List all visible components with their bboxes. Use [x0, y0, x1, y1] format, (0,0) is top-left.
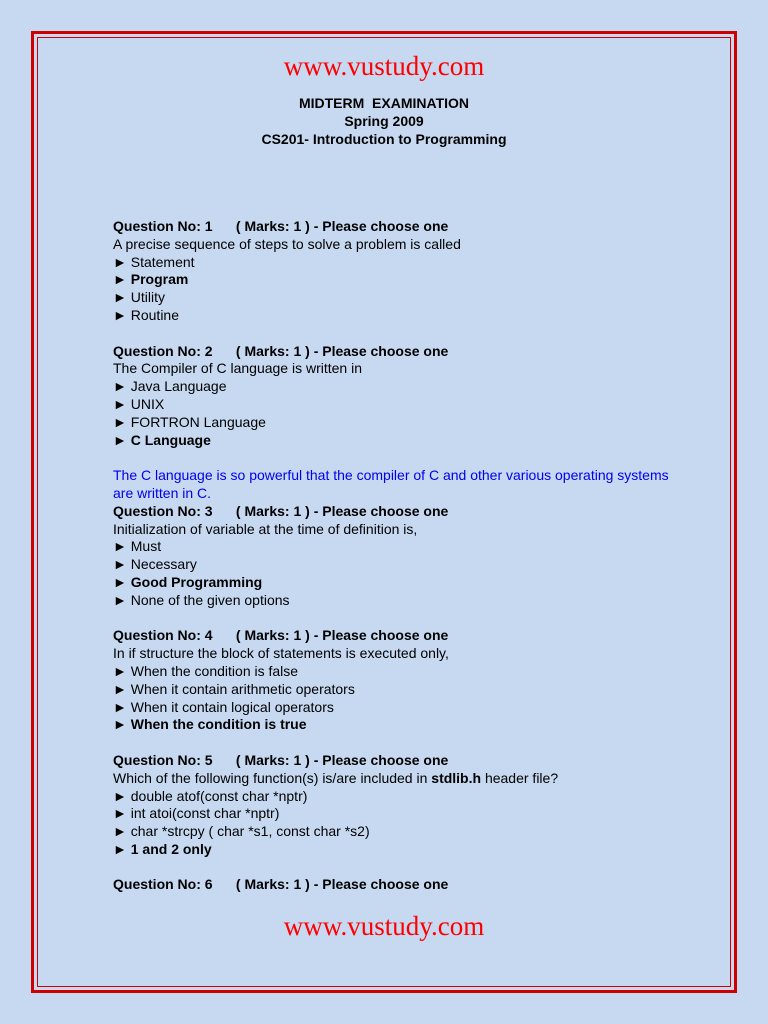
question-text: The Compiler of C language is written in	[113, 360, 363, 377]
option: ► Java Language	[113, 378, 227, 395]
question-list	[113, 218, 673, 894]
option: ► When it contain arithmetic operators	[113, 680, 355, 697]
question-header: Question No: 6 ( Marks: 1 ) - Please choose one	[113, 876, 449, 893]
option: ► Routine	[113, 306, 180, 323]
question-text: Initialization of variable at the time of definition is,	[113, 520, 418, 537]
option-answer: ► Program	[113, 271, 189, 288]
option-answer: ► Good Programming	[113, 573, 263, 590]
option: ► When it contain logical operators	[113, 698, 334, 715]
exam-heading	[0, 94, 768, 148]
option: ► Utility	[113, 289, 165, 306]
option-answer: ► 1 and 2 only	[113, 840, 212, 857]
question-header: Question No: 3 ( Marks: 1 ) - Please choose one	[113, 502, 449, 519]
option: ► Statement	[113, 253, 195, 270]
question-2	[113, 343, 673, 450]
question-text	[113, 770, 673, 788]
site-watermark-top: www.vustudy.com	[283, 51, 485, 81]
site-watermark-bottom: www.vustudy.com	[283, 911, 485, 941]
question-header: Question No: 2 ( Marks: 1 ) - Please choose one	[113, 342, 449, 359]
option: ► char *strcpy ( char *s1, const char *s2)	[113, 823, 370, 840]
exam-term: Spring 2009	[344, 113, 424, 129]
question-header: Question No: 4 ( Marks: 1 ) - Please choose one	[113, 627, 449, 644]
exam-title: MIDTERM EXAMINATION	[298, 95, 470, 111]
question-text: A precise sequence of steps to solve a problem is called	[113, 235, 461, 252]
question-text: In if structure the block of statements is executed only,	[113, 645, 449, 662]
question-1	[113, 218, 673, 325]
option: ► double atof(const char *nptr)	[113, 787, 308, 804]
question-4	[113, 627, 673, 734]
question-header: Question No: 1 ( Marks: 1 ) - Please choose one	[113, 218, 449, 234]
course-title: CS201- Introduction to Programming	[261, 131, 507, 147]
option: ► None of the given options	[113, 591, 290, 608]
question-text-part: Which of the following function(s) is/are included in	[113, 769, 432, 786]
question-3	[113, 503, 673, 610]
question-5	[113, 752, 673, 859]
question-text-part: header file?	[481, 769, 559, 786]
option: ► Must	[113, 538, 162, 555]
question-header: Question No: 5 ( Marks: 1 ) - Please choose one	[113, 751, 449, 768]
option: ► When the condition is false	[113, 662, 299, 679]
option: ► int atoi(const char *nptr)	[113, 805, 280, 822]
header-file-name: stdlib.h	[431, 769, 482, 786]
option-answer: ► C Language	[113, 431, 211, 448]
option: ► Necessary	[113, 556, 197, 573]
question-6	[113, 876, 673, 894]
option-answer: ► When the condition is true	[113, 716, 307, 733]
option: ► UNIX	[113, 395, 165, 412]
answer-explanation: The C language is so powerful that the compiler of C and other various operating systems are written in C.	[113, 467, 669, 501]
option: ► FORTRON Language	[113, 413, 266, 430]
